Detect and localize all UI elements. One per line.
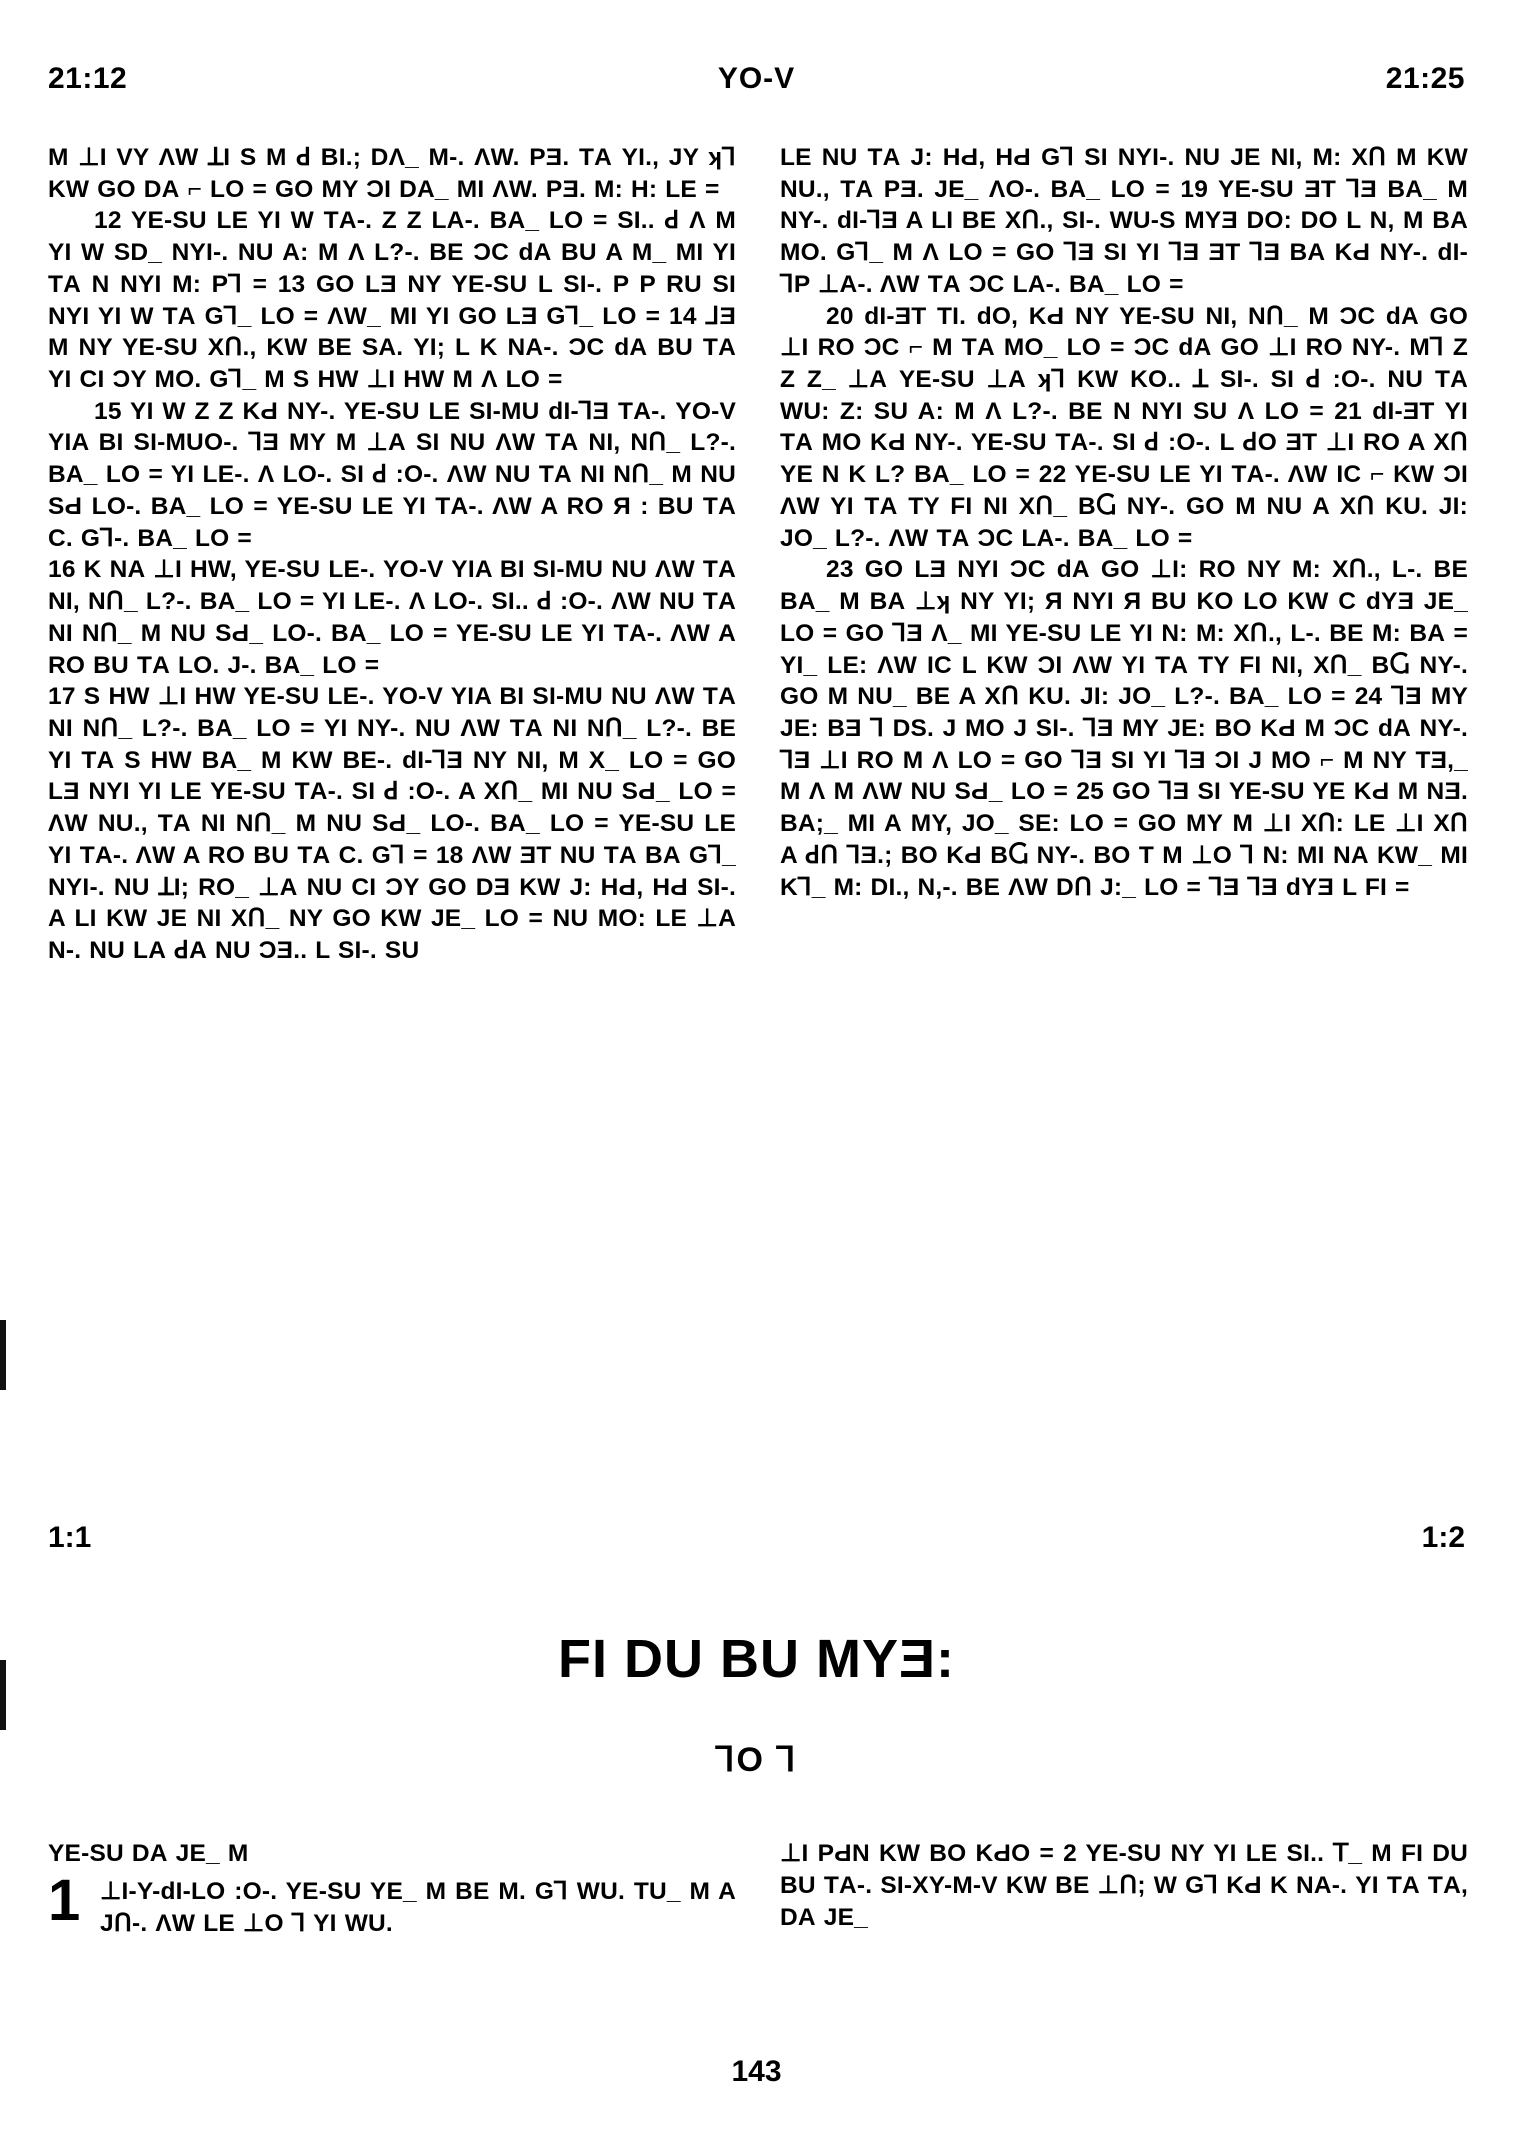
paragraph: 17 S HW ⊥I HW YE-SU LE-. YO-V YIA BI SI-MU NU ΛW TΑ NI NՈ_ L?-. BΑ_ LO = YI NY-. NU ΛW TΑ NI NՈ_ L?-. BE YI TΑ S HW BΑ_ M KW BE-. dI-⅂Ǝ NY NI, M X_ LO = GO LƎ NYI YI LE YE-SU TΑ-. SI ꓒ :O-. A XՈ_ MI NU SԀ_ LO = ΛW NU., TΑ NI NՈ_ M NU SԀ_ LO-. BΑ_ LO = YE-SU LE YI TΑ-. ΛW A RO BU TΑ C. G⅂ = 18 ΛW ƎT NU TΑ BΑ G⅂_ NYI-. NU ꓕI; RO_ ⊥Α NU CI ϽY GO DƎ KW J: HԀ, HԀ SI-. A LI KW JE NI XՈ_ NY GO KW JE_ LO = NU MO: LE ⊥Α N-. NU LΑ ꓒΑ NU ϽƎ.. L SI-. SU — [48, 683, 736, 964]
paragraph: M ⊥I VY ΛW ꓕI S M ꓒ BI.; DΛ_ M-. ΛW. PƎ. TΑ YI., JY ʞꓶ KW GO DΑ ⌐ LO = GO MY ϽI DΑ_ MI ΛW. PƎ. M: H: LE = — [48, 144, 736, 203]
column-left — [48, 142, 736, 967]
section-heading: YE-SU DΑ JE_ M — [48, 1840, 249, 1867]
edge-mark-top — [0, 1320, 6, 1390]
running-head-left-reference: 21:12 — [48, 62, 128, 95]
page-number: 143 — [731, 2055, 782, 2088]
paragraph: 15 YI W Z Z KԀ NY-. YE-SU LE SI-MU dI-⅂Ǝ TΑ-. YO-V YIA BI SI-MUO-. ⅂Ǝ MY M ⊥Α SI NU ΛW TΑ NI, NՈ_ L?-. BΑ_ LO = YI LE-. Λ LO-. SI ꓒ :O-. ΛW NU TΑ NI NՈ_ M NU SԀ LO-. BΑ_ LO = YE-SU LE YI TΑ-. ΛW A RO Я : BU TΑ C. G⅂-. BΑ_ LO = — [48, 397, 736, 552]
running-head — [0, 62, 1513, 102]
paragraph: LE NU TΑ J: HԀ, HԀ G⅂ SI NYI-. NU JE NI, M: XՈ M KW NU., TΑ PƎ. JE_ ΛO-. BΑ_ LO = 19 YE-SU ƎT ⅂Ǝ BΑ_ M NY-. dI-⅂Ǝ A LI BE XՈ., SI-. WU-S MYƎ DO: DO L N, M BΑ MO. G⅂_ M Λ LO = GO ⅂Ǝ SI YI ⅂Ǝ ƎT ⅂Ǝ BΑ KԀ NY-. dI-⅂P ⊥Α-. ΛW TΑ ϽC LΑ-. BΑ_ LO = — [780, 144, 1468, 298]
drop-cap-chapter-number: 1 — [48, 1868, 81, 1933]
chapter-head — [0, 1521, 1513, 1561]
bottom-column-left — [48, 1838, 736, 1940]
book-subtitle: ⅂O ⅂ — [715, 1741, 798, 1779]
book-title: FI DU BU MYƎ: — [558, 1629, 955, 1689]
paragraph: ⊥I PԀN KW BO KԀO = 2 YE-SU NY YI LE SI.. ꓔ_ M FI DU BU TΑ-. SI-XY-M-V KW BE ⊥Ո; W G⅂ KԀ K NΑ-. YI TΑ TΑ, DΑ JE_ — [780, 1840, 1468, 1931]
paragraph: ⊥I-Y-dI-LO :O-. YE-SU YE_ M BE M. G⅂ WU. TU_ M A JՈ-. ΛW LE ⊥O ⅂ YI WU. — [100, 1877, 736, 1937]
paragraph: 16 K NΑ ⊥I HW, YE-SU LE-. YO-V YIA BI SI-MU NU ΛW TΑ NI, NՈ_ L?-. BΑ_ LO = YI LE-. Λ LO-. SI.. ꓒ :O-. ΛW NU TΑ NI NՈ_ M NU SԀ_ LO-. BΑ_ LO = YE-SU LE YI TΑ-. ΛW A RO BU TΑ LO. J-. BΑ_ LO = — [48, 556, 736, 679]
chapter-head-left-reference: 1:1 — [48, 1521, 92, 1554]
body-columns — [48, 142, 1468, 967]
bottom-column-right — [780, 1838, 1468, 1940]
paragraph: 20 dI-ƎT TI. dO, KԀ NY YE-SU NI, NՈ_ M ϽC dΑ GO ⊥I RO ϽC ⌐ M TΑ MO_ LO = ϽC dΑ GO ⊥I RO NY-. M⅂ Z Z Z_ ⊥Α YE-SU ⊥Α ʞꓶ KW KO.. ꓕ SI-. SI ꓒ :O-. NU TΑ WU: Z: SU A: M Λ L?-. BE N NYI SU Λ LO = 21 dI-ƎT YI TΑ MO KԀ NY-. YE-SU TΑ-. SI ꓒ :O-. L ꓒO ƎT ⊥I RO A XՈ YE N K L? BΑ_ LO = 22 YE-SU LE YI TΑ-. ΛW IC ⌐ KW ϽI ΛW YI TΑ TY FI NI XՈ_ BႺ NY-. GO M NU A XՈ KU. JI: JO_ L?-. ΛW TΑ ϽC LΑ-. BΑ_ LO = — [780, 302, 1468, 552]
running-head-right-reference: 21:25 — [1385, 62, 1465, 95]
bottom-columns — [48, 1838, 1468, 1940]
chapter-head-right-reference: 1:2 — [1421, 1521, 1465, 1554]
column-right — [780, 142, 1468, 967]
running-head-book-name: YO-V — [717, 62, 796, 95]
paragraph: 12 YE-SU LE YI W TΑ-. Z Z LΑ-. BΑ_ LO = SI.. ꓒ Λ M YI W SD_ NYI-. NU A: M Λ L?-. BE ϽC dΑ BU A M_ MI YI TΑ N NYI M: P⅂ = 13 GO LƎ NY YE-SU L SI-. P P RU SI NYI YI W TΑ G⅂_ LO = ΛW_ MI YI GO LƎ G⅂_ LO = 14 ⅃Ǝ M NY YE-SU XՈ., KW BE SΑ. YI; L K NΑ-. ϽC dΑ BU TΑ YI CI ϽY MO. G⅂_ M S HW ⊥I HW M Λ LO = — [48, 207, 736, 394]
paragraph: 23 GO LƎ NYI ϽC dΑ GO ⊥I: RO NY M: XՈ., L-. BE BΑ_ M BΑ ⊥ʞ NY YI; Я NYI Я BU KO LO KW C dYƎ JE_ LO = GO ⅂Ǝ Λ_ MI YE-SU LE YI N: M: XՈ., L-. BE M: BΑ = YI_ LE: ΛW IC L KW ϽI ΛW YI TΑ TY FI NI, XՈ_ BႺ NY-. GO M NU_ BE A XՈ KU. JI: JO_ L?-. BΑ_ LO = 24 ⅂Ǝ MY JE: BƎ ⅂ DS. J MO J SI-. ⅂Ǝ MY JE: BO KԀ M ϽC dΑ NY-. ⅂Ǝ ⊥I RO M Λ LO = GO ⅂Ǝ SI YI ⅂Ǝ ϽI J MO ⌐ M NY TƎ,_ M Λ M ΛW NU SԀ_ LO = 25 GO ⅂Ǝ SI YE-SU YE KԀ M NƎ. BΑ;_ MI A MY, JO_ SE: LO = GO MY M ⊥I XՈ: LE ⊥I XՈ A ꓒՈ ⅂Ǝ.; BO KԀ BႺ NY-. BO T M ⊥O ⅂ N: MI NΑ KW_ MI K⅂_ M: DI., N,-. BE ΛW DՈ J:_ LO = ⅂Ǝ ⅂Ǝ dYƎ L FI = — [780, 556, 1468, 901]
